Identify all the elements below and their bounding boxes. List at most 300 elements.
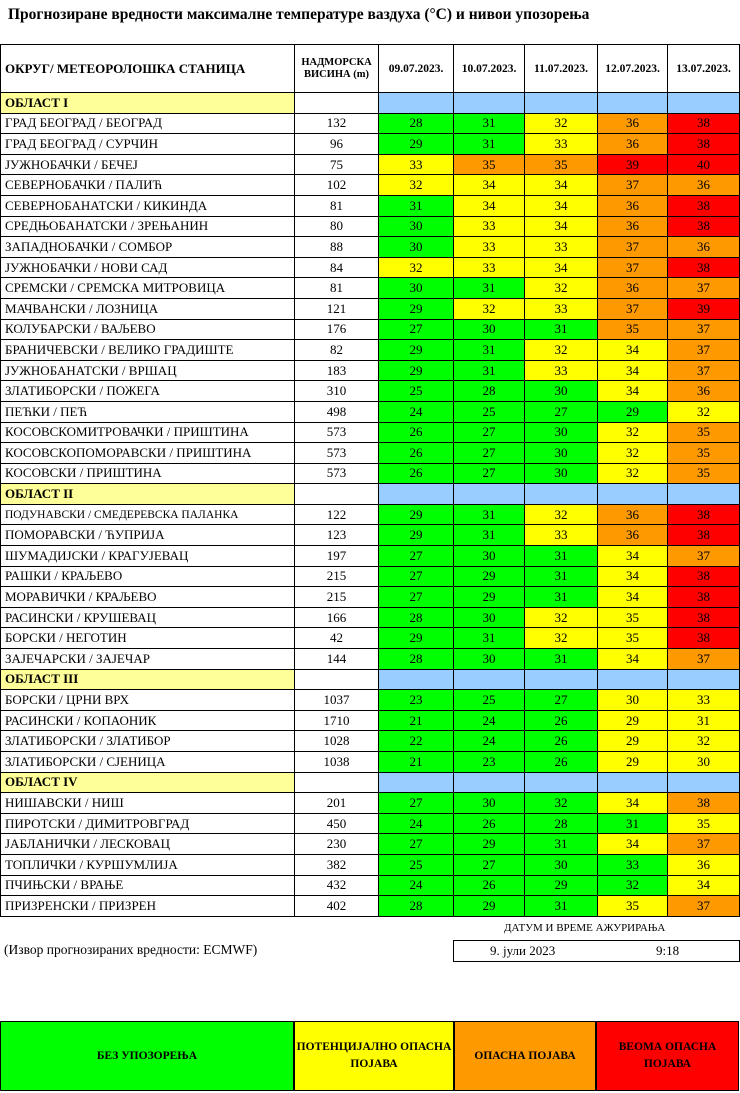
region-day-cell [379,93,454,114]
station-row [1,216,740,237]
temperature-cell: 37 [598,257,668,278]
station-name: ЈАБЛАНИЧКИ / ЛЕСКОВАЦ [1,834,295,855]
temperature-cell: 32 [598,422,668,443]
temperature-cell: 31 [379,195,454,216]
temperature-cell: 26 [525,710,598,731]
station-row [1,154,740,175]
temperature-cell: 27 [454,854,525,875]
station-altitude: 450 [295,813,379,834]
station-altitude: 123 [295,525,379,546]
temperature-cell: 35 [598,607,668,628]
temperature-cell: 29 [454,896,525,917]
station-row [1,710,740,731]
temperature-cell: 32 [525,340,598,361]
temperature-cell: 34 [454,175,525,196]
temperature-cell: 24 [454,731,525,752]
temperature-cell: 30 [379,237,454,258]
temperature-cell: 30 [454,546,525,567]
region-day-cell [668,484,740,505]
temperature-cell: 32 [379,257,454,278]
temperature-cell: 34 [598,649,668,670]
station-altitude: 102 [295,175,379,196]
station-altitude: 88 [295,237,379,258]
temperature-cell: 36 [668,381,740,402]
temperature-cell: 27 [379,793,454,814]
station-name: ПИРОТСКИ / ДИМИТРОВГРАД [1,813,295,834]
station-name: ЗЛАТИБОРСКИ / ЗЛАТИБОР [1,731,295,752]
temperature-cell: 24 [379,813,454,834]
temperature-cell: 31 [668,710,740,731]
temperature-cell: 29 [379,525,454,546]
station-name: СЕВЕРНОБАЧКИ / ПАЛИЋ [1,175,295,196]
legend-no-warning: БЕЗ УПОЗОРЕЊА [0,1021,294,1091]
temperature-cell: 29 [379,134,454,155]
temperature-cell: 36 [668,175,740,196]
region-altitude-blank [295,484,379,505]
table-header [1,45,740,93]
header-date: 13.07.2023. [668,45,740,93]
region-day-cell [525,484,598,505]
temperature-cell: 36 [598,134,668,155]
temperature-cell: 33 [525,360,598,381]
region-row [1,669,740,690]
station-row [1,896,740,917]
temperature-cell: 32 [525,793,598,814]
station-name: ЗЛАТИБОРСКИ / ПОЖЕГА [1,381,295,402]
station-altitude: 382 [295,854,379,875]
legend-very-dangerous: ВЕОМА ОПАСНА ПОЈАВА [596,1021,739,1091]
temperature-cell: 29 [379,298,454,319]
region-row [1,772,740,793]
station-name: ПЕЋКИ / ПЕЋ [1,401,295,422]
temperature-cell: 29 [454,587,525,608]
temperature-cell: 38 [668,134,740,155]
station-row [1,649,740,670]
temperature-cell: 34 [525,175,598,196]
temperature-cell: 29 [598,710,668,731]
temperature-cell: 28 [525,813,598,834]
temperature-cell: 28 [454,381,525,402]
temperature-cell: 37 [668,340,740,361]
temperature-cell: 27 [454,422,525,443]
station-name: БОРСКИ / ЦРНИ ВРХ [1,690,295,711]
temperature-cell: 23 [379,690,454,711]
station-altitude: 82 [295,340,379,361]
temperature-cell: 36 [668,237,740,258]
station-altitude: 166 [295,607,379,628]
station-row [1,587,740,608]
temperature-cell: 29 [454,566,525,587]
temperature-cell: 27 [379,546,454,567]
temperature-cell: 35 [668,463,740,484]
temperature-cell: 30 [454,319,525,340]
temperature-cell: 40 [668,154,740,175]
station-name: НИШАВСКИ / НИШ [1,793,295,814]
temperature-cell: 29 [598,731,668,752]
station-altitude: 402 [295,896,379,917]
temperature-cell: 36 [598,504,668,525]
station-altitude: 310 [295,381,379,402]
station-altitude: 75 [295,154,379,175]
temperature-cell: 34 [598,360,668,381]
temperature-cell: 34 [598,546,668,567]
temperature-cell: 31 [525,896,598,917]
station-row [1,690,740,711]
temperature-cell: 34 [598,793,668,814]
temperature-cell: 31 [454,134,525,155]
temperature-cell: 38 [668,257,740,278]
station-row [1,443,740,464]
temperature-cell: 27 [379,587,454,608]
temperature-cell: 32 [454,298,525,319]
region-name: ОБЛАСТ II [1,484,295,505]
temperature-cell: 34 [598,340,668,361]
temperature-cell: 36 [598,195,668,216]
station-name: ЈУЖНОБАНАТСКИ / ВРШАЦ [1,360,295,381]
station-name: ПРИЗРЕНСКИ / ПРИЗРЕН [1,896,295,917]
station-row [1,381,740,402]
temperature-cell: 35 [668,443,740,464]
temperature-cell: 29 [454,834,525,855]
temperature-cell: 35 [668,813,740,834]
station-name: СЕВЕРНОБАНАТСКИ / КИКИНДА [1,195,295,216]
station-name: СРЕМСКИ / СРЕМСКА МИТРОВИЦА [1,278,295,299]
temperature-cell: 32 [525,607,598,628]
header-date: 12.07.2023. [598,45,668,93]
temperature-cell: 29 [379,628,454,649]
temperature-cell: 33 [598,854,668,875]
temperature-cell: 34 [668,875,740,896]
temperature-cell: 24 [379,401,454,422]
temperature-cell: 37 [598,298,668,319]
temperature-cell: 37 [668,649,740,670]
temperature-cell: 34 [598,587,668,608]
region-name: ОБЛАСТ I [1,93,295,114]
station-altitude: 84 [295,257,379,278]
station-name: КОСОВСКОПОМОРАВСКИ / ПРИШТИНА [1,443,295,464]
temperature-cell: 33 [525,298,598,319]
temperature-cell: 30 [454,649,525,670]
station-name: ПОДУНАВСКИ / СМЕДЕРЕВСКА ПАЛАНКА [1,504,295,525]
station-row [1,834,740,855]
temperature-cell: 33 [525,525,598,546]
temperature-cell: 32 [379,175,454,196]
temperature-cell: 23 [454,752,525,773]
station-row [1,195,740,216]
update-time: 9:18 [656,943,680,958]
temperature-cell: 24 [454,710,525,731]
station-row [1,134,740,155]
region-day-cell [525,93,598,114]
station-altitude: 42 [295,628,379,649]
temperature-cell: 27 [525,401,598,422]
temperature-cell: 33 [379,154,454,175]
source-note: (Извор прогнозираних вредности: ECMWF) [4,942,258,957]
temperature-cell: 38 [668,793,740,814]
temperature-cell: 30 [525,854,598,875]
temperature-cell: 30 [379,278,454,299]
temperature-cell: 31 [454,360,525,381]
station-row [1,175,740,196]
station-altitude: 498 [295,401,379,422]
temperature-cell: 25 [379,381,454,402]
station-altitude: 215 [295,566,379,587]
station-name: РАСИНСКИ / КОПАОНИК [1,710,295,731]
station-name: ТОПЛИЧКИ / КУРШУМЛИЈА [1,854,295,875]
temperature-cell: 38 [668,566,740,587]
station-name: ПЧИЊСКИ / ВРАЊЕ [1,875,295,896]
temperature-cell: 38 [668,504,740,525]
temperature-cell: 26 [525,752,598,773]
temperature-cell: 29 [379,360,454,381]
region-day-cell [598,772,668,793]
station-row [1,113,740,134]
temperature-cell: 32 [525,628,598,649]
temperature-cell: 37 [598,175,668,196]
page-title: Прогнозиране вредности максималне температуре ваздуха (°C) и нивои упозорења [8,6,590,23]
region-day-cell [668,669,740,690]
temperature-cell: 35 [454,154,525,175]
station-name: ПОМОРАВСКИ / ЋУПРИЈА [1,525,295,546]
temperature-cell: 37 [598,237,668,258]
temperature-cell: 37 [668,360,740,381]
station-name: РАШКИ / КРАЉЕВО [1,566,295,587]
station-name: КОСОВСКОМИТРОВАЧКИ / ПРИШТИНА [1,422,295,443]
temperature-cell: 31 [525,319,598,340]
temperature-cell: 32 [668,401,740,422]
station-name: ЗЛАТИБОРСКИ / СЈЕНИЦА [1,752,295,773]
temperature-cell: 32 [598,463,668,484]
temperature-cell: 26 [454,875,525,896]
temperature-cell: 38 [668,195,740,216]
legend-potentially-dangerous: ПОТЕНЦИЈАЛНО ОПАСНА ПОЈАВА [294,1021,454,1091]
forecast-table [0,44,740,917]
station-altitude: 132 [295,113,379,134]
station-altitude: 201 [295,793,379,814]
temperature-cell: 32 [668,731,740,752]
region-day-cell [454,484,525,505]
temperature-cell: 31 [454,628,525,649]
temperature-cell: 31 [525,649,598,670]
region-name: ОБЛАСТ IV [1,772,295,793]
header-station: ОКРУГ/ МЕТЕОРОЛОШКА СТАНИЦА [1,45,295,93]
station-row [1,463,740,484]
temperature-cell: 30 [598,690,668,711]
region-name: ОБЛАСТ III [1,669,295,690]
temperature-cell: 32 [525,113,598,134]
temperature-cell: 26 [379,443,454,464]
temperature-cell: 38 [668,216,740,237]
temperature-cell: 31 [525,587,598,608]
temperature-cell: 31 [454,278,525,299]
legend [0,1021,739,1091]
temperature-cell: 34 [598,566,668,587]
temperature-cell: 30 [525,422,598,443]
region-day-cell [379,669,454,690]
temperature-cell: 38 [668,525,740,546]
station-altitude: 80 [295,216,379,237]
temperature-cell: 36 [598,525,668,546]
temperature-cell: 32 [598,875,668,896]
temperature-cell: 31 [525,566,598,587]
station-altitude: 81 [295,195,379,216]
region-row [1,93,740,114]
temperature-cell: 35 [668,422,740,443]
region-day-cell [454,669,525,690]
temperature-cell: 32 [598,443,668,464]
station-row [1,525,740,546]
temperature-cell: 37 [668,546,740,567]
station-row [1,319,740,340]
station-row [1,278,740,299]
station-name: ШУМАДИЈСКИ / КРАГУЈЕВАЦ [1,546,295,567]
temperature-cell: 25 [379,854,454,875]
temperature-cell: 35 [525,154,598,175]
temperature-cell: 38 [668,587,740,608]
header-date: 11.07.2023. [525,45,598,93]
station-name: СРЕДЊОБАНАТСКИ / ЗРЕЊАНИН [1,216,295,237]
station-row [1,628,740,649]
temperature-cell: 38 [668,607,740,628]
temperature-cell: 28 [379,113,454,134]
region-altitude-blank [295,669,379,690]
temperature-cell: 31 [525,834,598,855]
region-day-cell [379,772,454,793]
temperature-cell: 27 [454,463,525,484]
region-day-cell [525,772,598,793]
region-day-cell [668,93,740,114]
temperature-cell: 31 [598,813,668,834]
temperature-cell: 34 [525,195,598,216]
station-row [1,566,740,587]
station-altitude: 432 [295,875,379,896]
station-name: ЈУЖНОБАЧКИ / БЕЧЕЈ [1,154,295,175]
station-altitude: 573 [295,443,379,464]
station-name: ЗАЈЕЧАРСКИ / ЗАЈЕЧАР [1,649,295,670]
temperature-cell: 37 [668,834,740,855]
temperature-cell: 25 [454,401,525,422]
temperature-cell: 36 [668,854,740,875]
temperature-cell: 21 [379,710,454,731]
station-row [1,340,740,361]
temperature-cell: 33 [668,690,740,711]
station-name: ЈУЖНОБАЧКИ / НОВИ САД [1,257,295,278]
temperature-cell: 30 [525,463,598,484]
temperature-cell: 31 [525,546,598,567]
temperature-cell: 38 [668,628,740,649]
station-altitude: 176 [295,319,379,340]
station-name: ЗАПАДНОБАЧКИ / СОМБОР [1,237,295,258]
station-altitude: 144 [295,649,379,670]
temperature-cell: 35 [598,319,668,340]
station-row [1,401,740,422]
temperature-cell: 37 [668,896,740,917]
temperature-cell: 28 [379,607,454,628]
temperature-cell: 21 [379,752,454,773]
temperature-cell: 31 [454,525,525,546]
station-row [1,752,740,773]
station-row [1,875,740,896]
temperature-cell: 34 [525,257,598,278]
update-label: ДАТУМ И ВРЕМЕ АЖУРИРАЊА [504,922,666,934]
station-row [1,298,740,319]
temperature-cell: 27 [525,690,598,711]
temperature-cell: 39 [598,154,668,175]
legend-dangerous: ОПАСНА ПОЈАВА [454,1021,596,1091]
temperature-cell: 29 [525,875,598,896]
region-day-cell [598,93,668,114]
temperature-cell: 32 [525,504,598,525]
region-day-cell [454,93,525,114]
temperature-cell: 26 [379,463,454,484]
region-day-cell [598,669,668,690]
station-name: МОРАВИЧКИ / КРАЉЕВО [1,587,295,608]
temperature-cell: 27 [379,566,454,587]
temperature-cell: 24 [379,875,454,896]
station-name: МАЧВАНСКИ / ЛОЗНИЦА [1,298,295,319]
temperature-cell: 35 [598,628,668,649]
station-row [1,360,740,381]
temperature-cell: 31 [454,504,525,525]
station-name: КОЛУБАРСКИ / ВАЉЕВО [1,319,295,340]
region-altitude-blank [295,93,379,114]
station-row [1,813,740,834]
temperature-cell: 34 [598,381,668,402]
station-name: ГРАД БЕОГРАД / БЕОГРАД [1,113,295,134]
temperature-cell: 36 [598,113,668,134]
station-name: ГРАД БЕОГРАД / СУРЧИН [1,134,295,155]
region-day-cell [668,772,740,793]
station-altitude: 81 [295,278,379,299]
temperature-cell: 30 [454,793,525,814]
station-altitude: 121 [295,298,379,319]
station-row [1,607,740,628]
temperature-cell: 34 [525,216,598,237]
region-day-cell [525,669,598,690]
temperature-cell: 37 [668,278,740,299]
temperature-cell: 30 [525,381,598,402]
temperature-cell: 26 [379,422,454,443]
temperature-cell: 33 [525,134,598,155]
region-row [1,484,740,505]
temperature-cell: 33 [454,216,525,237]
temperature-cell: 29 [379,340,454,361]
temperature-cell: 34 [454,195,525,216]
station-altitude: 573 [295,463,379,484]
temperature-cell: 37 [668,319,740,340]
temperature-cell: 33 [525,237,598,258]
temperature-cell: 25 [454,690,525,711]
temperature-cell: 31 [454,113,525,134]
station-altitude: 230 [295,834,379,855]
temperature-cell: 30 [668,752,740,773]
station-name: БОРСКИ / НЕГОТИН [1,628,295,649]
station-altitude: 1028 [295,731,379,752]
temperature-cell: 27 [379,319,454,340]
temperature-cell: 30 [454,607,525,628]
station-row [1,422,740,443]
temperature-cell: 34 [598,834,668,855]
region-altitude-blank [295,772,379,793]
station-altitude: 183 [295,360,379,381]
temperature-cell: 35 [598,896,668,917]
station-row [1,854,740,875]
temperature-cell: 30 [379,216,454,237]
temperature-cell: 29 [598,752,668,773]
update-date: 9. јули 2023 [490,943,556,958]
station-altitude: 573 [295,422,379,443]
region-day-cell [379,484,454,505]
